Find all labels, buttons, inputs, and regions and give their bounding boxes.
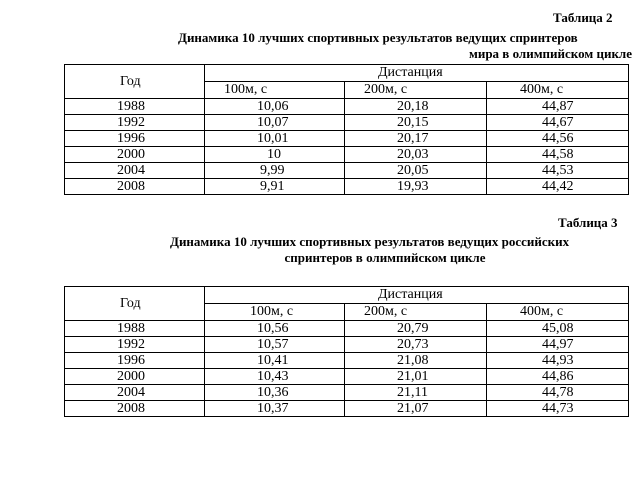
- table3-header-200m: 200м, с: [345, 304, 487, 321]
- table-row: [65, 115, 629, 131]
- table3: [64, 286, 629, 417]
- table-row: [65, 401, 629, 417]
- table2-header-distance: Дистанция: [205, 65, 629, 82]
- table3-cell-year: 1988: [65, 321, 205, 337]
- table-row: [65, 99, 629, 115]
- table3-cell-400m: 44,78: [487, 385, 629, 401]
- table3-cell-100m: 10,41: [205, 353, 345, 369]
- table2-number: Таблица 2: [553, 10, 613, 25]
- table3-cell-year: 2004: [65, 385, 205, 401]
- table2-header-400m: 400м, с: [487, 82, 629, 99]
- table3-cell-100m: 10,37: [205, 401, 345, 417]
- table3-cell-200m: 20,73: [345, 337, 487, 353]
- table3-cell-year: 2000: [65, 369, 205, 385]
- table2-cell-400m: 44,56: [487, 131, 629, 147]
- table2-header-year: Год: [65, 65, 205, 99]
- table-row: [65, 321, 629, 337]
- table2-cell-100m: 10,01: [205, 131, 345, 147]
- table2-cell-400m: 44,42: [487, 179, 629, 195]
- table2: [64, 64, 629, 195]
- table2-title-line1: Динамика 10 лучших спортивных результатов ведущих спринтеров: [178, 30, 578, 45]
- table3-cell-year: 1996: [65, 353, 205, 369]
- table3-cell-200m: 21,08: [345, 353, 487, 369]
- table3-cell-200m: 21,01: [345, 369, 487, 385]
- table2-cell-400m: 44,87: [487, 99, 629, 115]
- table-row: [65, 337, 629, 353]
- table-row: [65, 163, 629, 179]
- table3-cell-100m: 10,36: [205, 385, 345, 401]
- table2-cell-200m: 20,03: [345, 147, 487, 163]
- table3-title-line1: Динамика 10 лучших спортивных результатов ведущих российских: [170, 234, 570, 249]
- table2-cell-year: 1992: [65, 115, 205, 131]
- table2-cell-400m: 44,58: [487, 147, 629, 163]
- table2-cell-year: 2004: [65, 163, 205, 179]
- table2-title: [150, 30, 640, 62]
- table2-header-200m: 200м, с: [345, 82, 487, 99]
- table-row: [65, 179, 629, 195]
- table3-cell-400m: 45,08: [487, 321, 629, 337]
- table2-cell-400m: 44,53: [487, 163, 629, 179]
- table2-cell-400m: 44,67: [487, 115, 629, 131]
- table3-cell-100m: 10,43: [205, 369, 345, 385]
- table2-cell-year: 2000: [65, 147, 205, 163]
- table-row: [65, 147, 629, 163]
- table-row: [65, 385, 629, 401]
- table3-header-distance: Дистанция: [205, 287, 629, 304]
- table-row: [65, 131, 629, 147]
- table2-cell-100m: 9,91: [205, 179, 345, 195]
- table3-cell-400m: 44,97: [487, 337, 629, 353]
- table3-cell-400m: 44,73: [487, 401, 629, 417]
- table2-cell-year: 1988: [65, 99, 205, 115]
- table3-title-line2: спринтеров в олимпийском цикле: [284, 250, 486, 265]
- table3-number: Таблица 3: [558, 215, 618, 230]
- table2-header-100m: 100м, с: [205, 82, 345, 99]
- table3-cell-year: 2008: [65, 401, 205, 417]
- table2-cell-200m: 20,17: [345, 131, 487, 147]
- table2-cell-200m: 20,15: [345, 115, 487, 131]
- table3-cell-400m: 44,93: [487, 353, 629, 369]
- table3-title: [150, 234, 620, 266]
- table2-cell-200m: 20,05: [345, 163, 487, 179]
- table-row: [65, 353, 629, 369]
- table-row: [65, 369, 629, 385]
- table2-cell-100m: 10: [205, 147, 345, 163]
- table2-cell-100m: 10,06: [205, 99, 345, 115]
- table3-cell-100m: 10,57: [205, 337, 345, 353]
- table3-cell-200m: 20,79: [345, 321, 487, 337]
- table3-cell-200m: 21,07: [345, 401, 487, 417]
- table2-cell-200m: 19,93: [345, 179, 487, 195]
- table2-cell-100m: 9,99: [205, 163, 345, 179]
- table3-header-100m: 100м, с: [205, 304, 345, 321]
- table3-header-year: Год: [65, 287, 205, 321]
- table3-cell-200m: 21,11: [345, 385, 487, 401]
- table2-cell-200m: 20,18: [345, 99, 487, 115]
- table3-cell-400m: 44,86: [487, 369, 629, 385]
- table2-cell-year: 2008: [65, 179, 205, 195]
- table3-header-400m: 400м, с: [487, 304, 629, 321]
- table3-cell-100m: 10,56: [205, 321, 345, 337]
- table3-cell-year: 1992: [65, 337, 205, 353]
- table2-title-line2: мира в олимпийском цикле: [468, 46, 632, 61]
- table2-cell-year: 1996: [65, 131, 205, 147]
- table2-cell-100m: 10,07: [205, 115, 345, 131]
